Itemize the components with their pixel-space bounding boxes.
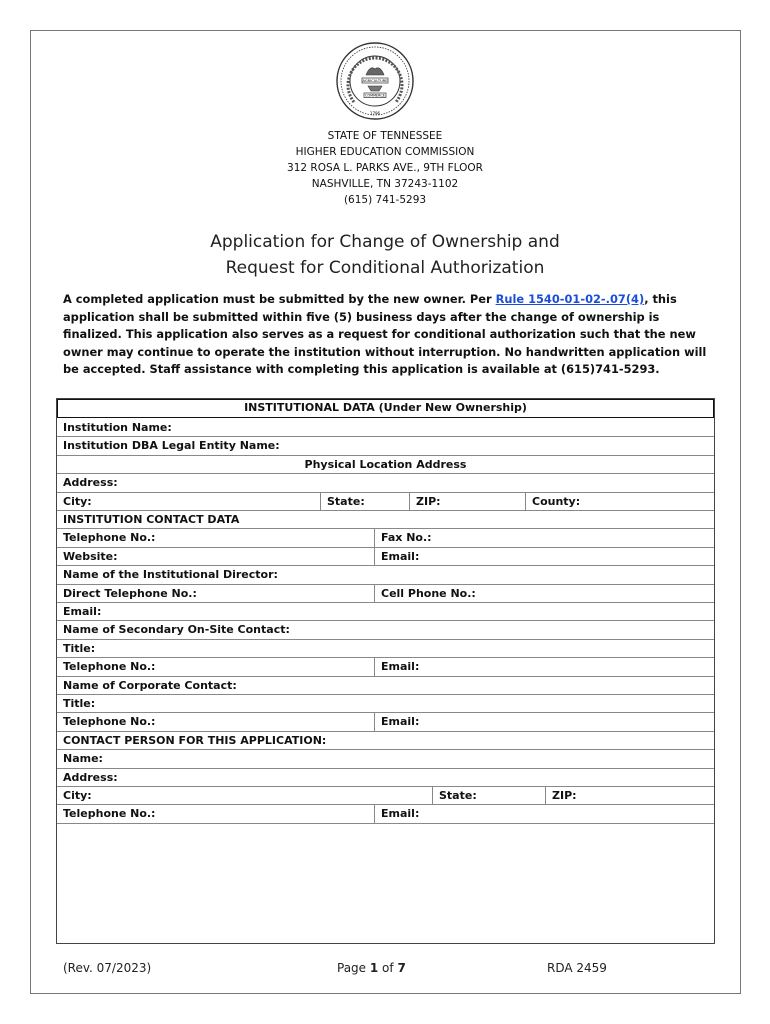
form-title-line2: Request for Conditional Authorization <box>225 258 545 278</box>
table-row <box>57 493 714 511</box>
corporate-email-label: Email: <box>374 713 419 730</box>
table-row <box>57 640 714 658</box>
direct-phone-label: Direct Telephone No.: <box>63 586 197 600</box>
table-row <box>57 732 714 750</box>
table-row <box>57 437 714 455</box>
secondary-title-label: Title: <box>63 641 96 655</box>
corporate-telephone-label: Telephone No.: <box>63 715 156 729</box>
cell-phone-label: Cell Phone No.: <box>374 585 476 602</box>
agency-city: NASHVILLE, TN 37243-1102 <box>311 178 459 190</box>
contact-data-heading: INSTITUTION CONTACT DATA <box>63 513 240 526</box>
physical-location-label: Physical Location Address <box>304 457 467 471</box>
telephone-label: Telephone No.: <box>63 531 156 545</box>
rule-link[interactable]: Rule 1540-01-02-.07(4) <box>495 292 645 306</box>
table-row <box>57 603 714 621</box>
revision-label: (Rev. 07/2023) <box>63 961 152 975</box>
secondary-email-label: Email: <box>374 658 419 675</box>
table-row <box>57 548 714 566</box>
table-row <box>57 456 714 474</box>
form-title <box>0 229 770 281</box>
agency-state: STATE OF TENNESSEE <box>327 130 443 142</box>
table-row <box>57 566 714 584</box>
fax-label: Fax No.: <box>374 529 432 546</box>
form-id: RDA 2459 <box>547 961 607 975</box>
table-row <box>57 769 714 787</box>
contact-telephone-label: Telephone No.: <box>63 807 156 821</box>
contact-person-heading: CONTACT PERSON FOR THIS APPLICATION: <box>63 733 327 747</box>
table-row <box>57 787 714 805</box>
svg-text:COMMERCE: COMMERCE <box>365 93 385 98</box>
contact-email-label: Email: <box>374 805 419 822</box>
intro-text-2: , this application shall be submitted within five (5) business days after the change of ownership is finalized. This application also serves as a request for conditional authorization such that the new owner may continue to operate the institution without interruption. No handwritten application will be accepted. Staff assistance with completing this application is available at (615)741-5293. <box>63 292 707 377</box>
secondary-telephone-label: Telephone No.: <box>63 660 156 674</box>
page-word: Page <box>337 961 370 975</box>
agency-phone: (615) 741-5293 <box>343 194 427 206</box>
contact-state-label: State: <box>432 787 477 804</box>
contact-address-label: Address: <box>63 770 118 784</box>
address-label: Address: <box>63 476 118 490</box>
table-row <box>57 474 714 492</box>
agency-name: HIGHER EDUCATION COMMISSION <box>295 146 475 158</box>
page-number: 1 <box>369 961 379 975</box>
contact-zip-label: ZIP: <box>545 787 577 804</box>
state-seal-logo <box>336 42 414 120</box>
email-label: Email: <box>374 548 419 565</box>
contact-city-label: City: <box>63 789 92 802</box>
of-word: of <box>378 961 398 975</box>
intro-text-1: A completed application must be submitted by the new owner. Per <box>63 292 496 306</box>
director-email-label: Email: <box>63 605 102 618</box>
contact-name-label: Name: <box>63 752 103 766</box>
table-row <box>57 419 714 437</box>
director-label: Name of the Institutional Director: <box>63 568 278 582</box>
page-indicator <box>337 961 406 975</box>
table-row <box>57 529 714 547</box>
intro-paragraph <box>63 291 713 379</box>
state-label: State: <box>320 493 365 510</box>
institution-name-label: Institution Name: <box>63 421 172 434</box>
table-row <box>57 511 714 529</box>
zip-label: ZIP: <box>409 493 441 510</box>
dba-label: Institution DBA Legal Entity Name: <box>63 439 280 453</box>
table-row <box>57 805 714 823</box>
city-label: City: <box>63 494 92 508</box>
agency-street: 312 ROSA L. PARKS AVE., 9TH FLOOR <box>287 162 483 174</box>
secondary-contact-label: Name of Secondary On-Site Contact: <box>63 623 290 637</box>
website-label: Website: <box>63 549 118 563</box>
corporate-contact-label: Name of Corporate Contact: <box>63 678 237 692</box>
table-row <box>57 677 714 695</box>
table-row <box>57 585 714 603</box>
institutional-data-table <box>56 398 715 944</box>
svg-text:1796: 1796 <box>369 111 381 116</box>
table-header: INSTITUTIONAL DATA (Under New Ownership) <box>57 399 714 418</box>
table-row <box>57 658 714 676</box>
corporate-title-label: Title: <box>63 697 96 710</box>
table-row <box>57 695 714 713</box>
county-label: County: <box>525 493 580 510</box>
form-title-line1: Application for Change of Ownership and <box>210 232 560 252</box>
table-row <box>57 621 714 639</box>
table-row <box>57 713 714 731</box>
page-total: 7 <box>397 961 406 975</box>
svg-text:AGRICULTURE: AGRICULTURE <box>362 79 388 83</box>
table-row <box>57 750 714 768</box>
